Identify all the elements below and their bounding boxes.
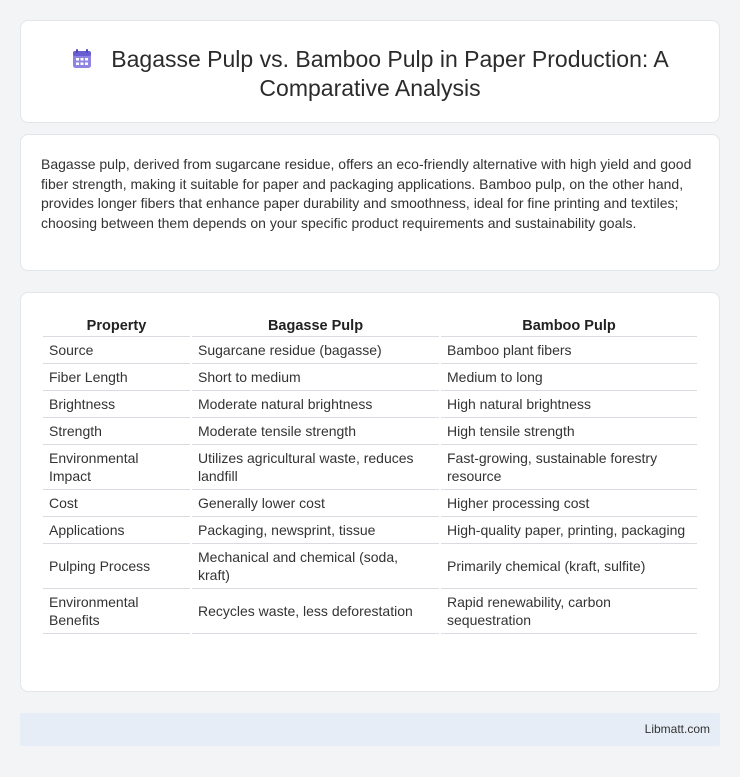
property-cell: Strength [43,418,190,445]
comparison-card [20,292,720,692]
bagasse-cell: Recycles waste, less deforestation [192,589,439,634]
bagasse-cell: Generally lower cost [192,490,439,517]
bagasse-cell: Sugarcane residue (bagasse) [192,337,439,364]
bagasse-cell: Utilizes agricultural waste, reduces landfill [192,445,439,490]
table-header-row [43,315,697,337]
bamboo-cell: Medium to long [441,364,697,391]
title-line-1: Bagasse Pulp vs. Bamboo Pulp in Paper Production: A [111,46,669,72]
bagasse-cell: Moderate tensile strength [192,418,439,445]
intro-card [20,134,720,271]
header-property: Property [43,315,190,337]
title-card [20,20,720,123]
table-row [43,490,697,517]
footer-site-link[interactable]: Libmatt.com [644,722,710,736]
property-cell: Fiber Length [43,364,190,391]
bamboo-cell: High-quality paper, printing, packaging [441,517,697,544]
bamboo-cell: Fast-growing, sustainable forestry resource [441,445,697,490]
bamboo-cell: Higher processing cost [441,490,697,517]
bamboo-cell: High tensile strength [441,418,697,445]
table-row [43,544,697,589]
calendar-icon [71,48,93,70]
property-cell: Cost [43,490,190,517]
page-title [21,45,719,103]
property-cell: Environmental Impact [43,445,190,490]
property-cell: Applications [43,517,190,544]
property-cell: Source [43,337,190,364]
table-row [43,391,697,418]
property-cell: Environmental Benefits [43,589,190,634]
property-cell: Pulping Process [43,544,190,589]
table-row [43,445,697,490]
property-cell: Brightness [43,391,190,418]
footer-bar [20,713,720,746]
table-row [43,337,697,364]
bamboo-cell: Bamboo plant fibers [441,337,697,364]
comparison-table [41,315,699,634]
table-row [43,364,697,391]
bagasse-cell: Short to medium [192,364,439,391]
header-bagasse: Bagasse Pulp [192,315,439,337]
bagasse-cell: Packaging, newsprint, tissue [192,517,439,544]
bamboo-cell: High natural brightness [441,391,697,418]
bamboo-cell: Rapid renewability, carbon sequestration [441,589,697,634]
table-row [43,589,697,634]
header-bamboo: Bamboo Pulp [441,315,697,337]
table-row [43,517,697,544]
bagasse-cell: Moderate natural brightness [192,391,439,418]
bagasse-cell: Mechanical and chemical (soda, kraft) [192,544,439,589]
bamboo-cell: Primarily chemical (kraft, sulfite) [441,544,697,589]
table-row [43,418,697,445]
title-line-2: Comparative Analysis [259,75,481,101]
intro-paragraph: Bagasse pulp, derived from sugarcane residue, offers an eco-friendly alternative with high yield and good fiber strength, making it suitable for paper and packaging applications. Bamboo pulp, on the other hand, provides longer fibers that enhance paper durability and smoothness, ideal for fine printing and textiles; choosing between them depends on your specific product requirements and sustainability goals. [41,156,692,231]
